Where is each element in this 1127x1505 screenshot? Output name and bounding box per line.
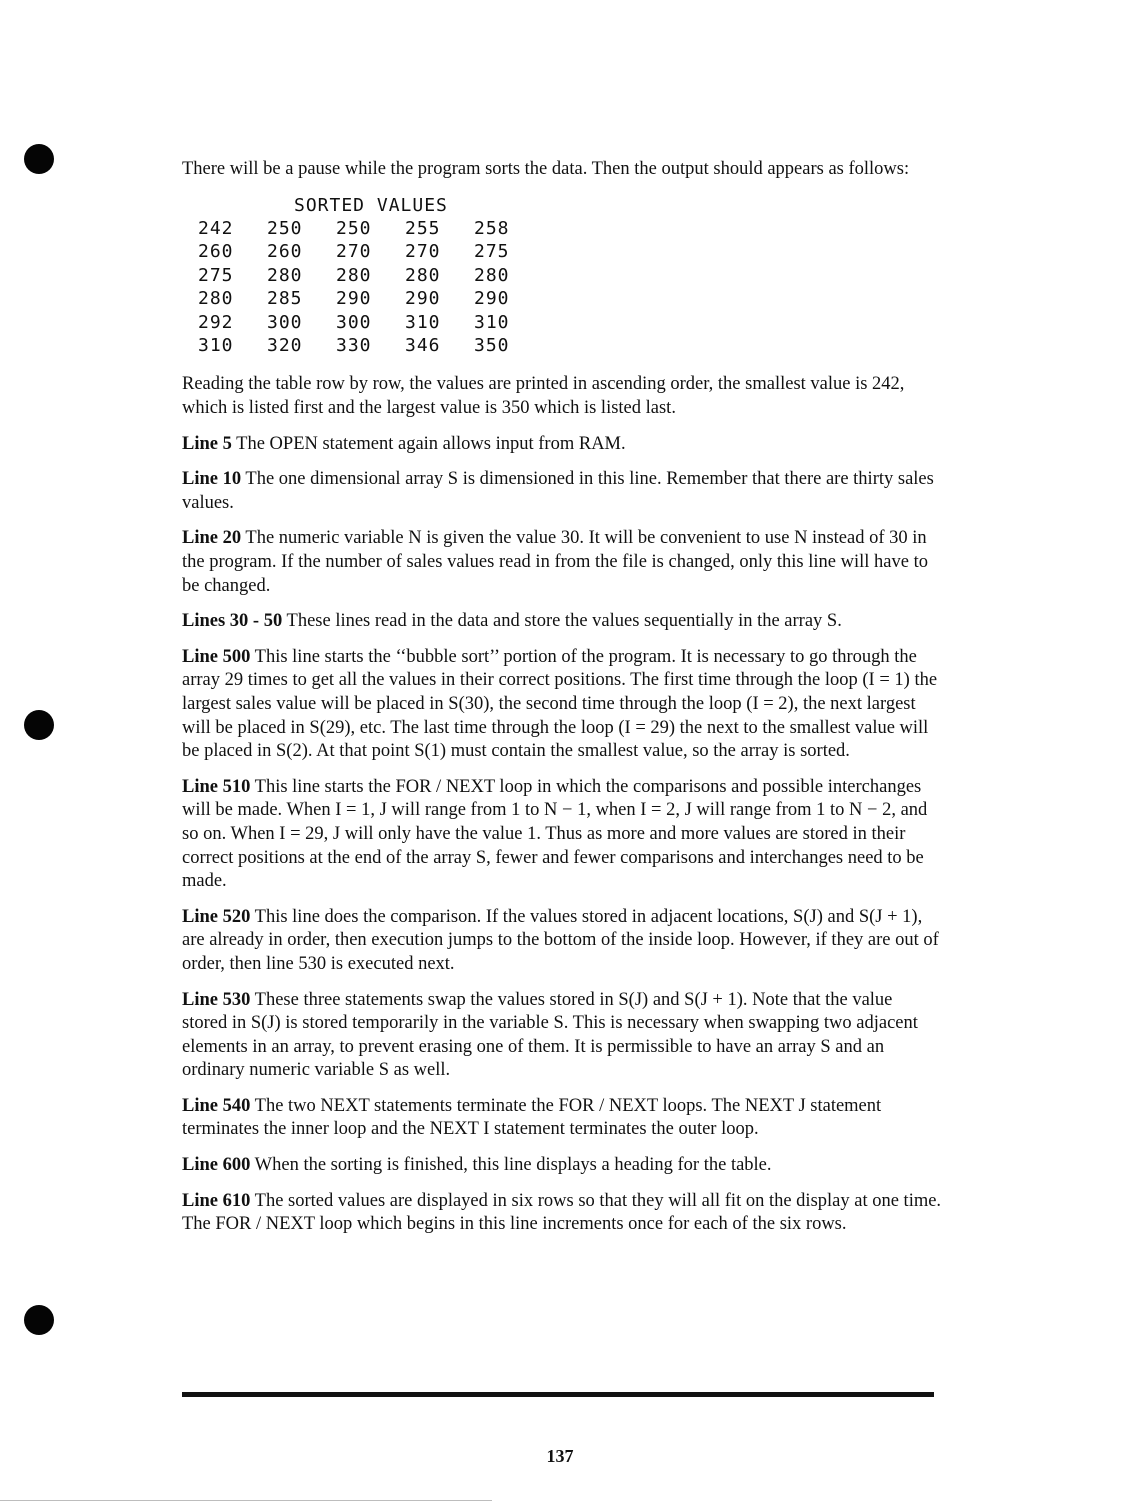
table-cell: 280 xyxy=(474,264,510,286)
table-cell: 280 xyxy=(267,264,303,286)
table-row xyxy=(198,311,942,334)
line-label: Line 20 xyxy=(182,528,242,549)
table-cell: 346 xyxy=(405,335,441,357)
binder-hole xyxy=(24,1305,54,1335)
table-cell: 250 xyxy=(267,218,303,239)
table-row xyxy=(198,334,942,357)
line-label: Line 510 xyxy=(182,776,251,797)
table-cell: 310 xyxy=(474,311,510,333)
line-explanation xyxy=(182,610,942,634)
sorted-values-table xyxy=(198,194,942,358)
table-cell: 280 xyxy=(405,264,441,286)
page-body xyxy=(182,158,942,1249)
line-explanation xyxy=(182,646,942,764)
line-text: The two NEXT statements terminate the FOR / NEXT loops. The NEXT J statement terminates the inner loop and the NEXT I statement terminates the outer loop. xyxy=(182,1095,882,1140)
line-explanation xyxy=(182,1190,942,1237)
table-cell: 275 xyxy=(474,241,510,263)
table-title: SORTED VALUES xyxy=(294,194,448,216)
table-row xyxy=(198,287,942,310)
line-text: These lines read in the data and store the values sequentially in the array S. xyxy=(286,611,842,632)
line-text: The OPEN statement again allows input from RAM. xyxy=(236,433,626,454)
line-text: The sorted values are displayed in six rows so that they will all fit on the display at one time. The FOR / NEXT loop which begins in this line increments once for each of the six rows. xyxy=(182,1190,942,1235)
line-text: When the sorting is finished, this line displays a heading for the table. xyxy=(254,1155,772,1176)
table-cell: 290 xyxy=(405,288,441,310)
line-label: Line 520 xyxy=(182,906,251,927)
line-text: This line does the comparison. If the values stored in adjacent locations, S(J) and S(J + 1), are already in order, then execution jumps to the bottom of the inside loop. However, if they are out of order, then line 530 is executed next. xyxy=(182,906,939,974)
table-cell: 280 xyxy=(336,264,372,286)
line-text: These three statements swap the values stored in S(J) and S(J + 1). Note that the value stored in S(J) is stored temporarily in the variable S. This is necessary when swapping two adjacent elements in an array, to prevent erasing one of them. It is permissible to have an array S and an ordinary numeric variable S as well. xyxy=(182,989,918,1081)
page-number: 137 xyxy=(546,1446,574,1466)
line-label: Line 600 xyxy=(182,1155,251,1176)
table-cell: 290 xyxy=(474,288,510,310)
table-row xyxy=(198,217,942,240)
table-cell: 258 xyxy=(474,218,510,239)
table-cell: 320 xyxy=(267,335,303,357)
reading-paragraph: Reading the table row by row, the values are printed in ascending order, the smallest value is 242, which is listed first and the largest value is 350 which is listed last. xyxy=(182,374,905,419)
table-cell: 255 xyxy=(405,218,441,239)
line-explanation xyxy=(182,433,942,457)
footer-rule xyxy=(182,1392,934,1397)
table-cell: 285 xyxy=(267,288,303,310)
line-text: This line starts the FOR / NEXT loop in which the comparisons and possible interchanges will be made. When I = 1, J will range from 1 to N − 1, when I = 2, J will range from 1 to N − 2, and so on. When I = 29, J will only have the value 1. Thus as more and more values are stored in their correct positions at the end of the array S, fewer and fewer comparisons and interchanges need to be made. xyxy=(182,776,928,892)
line-explanation xyxy=(182,989,942,1083)
line-label: Line 530 xyxy=(182,989,251,1010)
intro-paragraph: There will be a pause while the program sorts the data. Then the output should appears as follows: xyxy=(182,159,910,179)
table-row xyxy=(198,264,942,287)
line-label: Line 540 xyxy=(182,1095,251,1116)
line-explanation xyxy=(182,527,942,598)
table-cell: 275 xyxy=(198,264,234,286)
line-explanation xyxy=(182,468,942,515)
scan-edge-line xyxy=(0,1500,492,1501)
line-label: Line 5 xyxy=(182,433,232,454)
table-cell: 260 xyxy=(198,241,234,263)
table-row xyxy=(198,240,942,263)
line-label: Lines 30 - 50 xyxy=(182,611,283,632)
binder-hole xyxy=(24,144,54,174)
table-cell: 260 xyxy=(267,241,303,263)
table-cell: 290 xyxy=(336,288,372,310)
table-cell: 250 xyxy=(336,218,372,239)
table-cell: 300 xyxy=(267,311,303,333)
line-text: The numeric variable N is given the value 30. It will be convenient to use N instead of 30 in the program. If the number of sales values read in from the file is changed, only this line will have to be changed. xyxy=(182,528,928,596)
line-explanation xyxy=(182,776,942,894)
table-cell: 310 xyxy=(405,311,441,333)
line-explanation xyxy=(182,1154,942,1178)
binder-hole xyxy=(24,710,54,740)
table-cell: 330 xyxy=(336,335,372,357)
line-explanation xyxy=(182,906,942,977)
table-cell: 310 xyxy=(198,335,234,357)
line-explanations xyxy=(182,433,942,1237)
line-explanation xyxy=(182,1095,942,1142)
table-cell: 270 xyxy=(336,241,372,263)
line-text: This line starts the ‘‘bubble sort’’ portion of the program. It is necessary to go through the array 29 times to get all the values in their correct positions. The first time through the loop (I = 1) the largest sales value will be placed in S(30), the second time through the loop (I = 2), the next largest will be placed in S(29), etc. The last time through the loop (I = 29) the next to the smallest value will be placed in S(2). At that point S(1) must contain the smallest value, so the array is sorted. xyxy=(182,646,938,762)
line-text: The one dimensional array S is dimensioned in this line. Remember that there are thirty sales values. xyxy=(182,469,934,513)
table-cell: 242 xyxy=(198,218,234,239)
table-cell: 350 xyxy=(474,335,510,357)
table-cell: 280 xyxy=(198,288,234,310)
table-cell: 300 xyxy=(336,311,372,333)
table-cell: 270 xyxy=(405,241,441,263)
line-label: Line 610 xyxy=(182,1190,251,1211)
table-cell: 292 xyxy=(198,311,234,333)
line-label: Line 10 xyxy=(182,469,242,490)
line-label: Line 500 xyxy=(182,646,251,667)
